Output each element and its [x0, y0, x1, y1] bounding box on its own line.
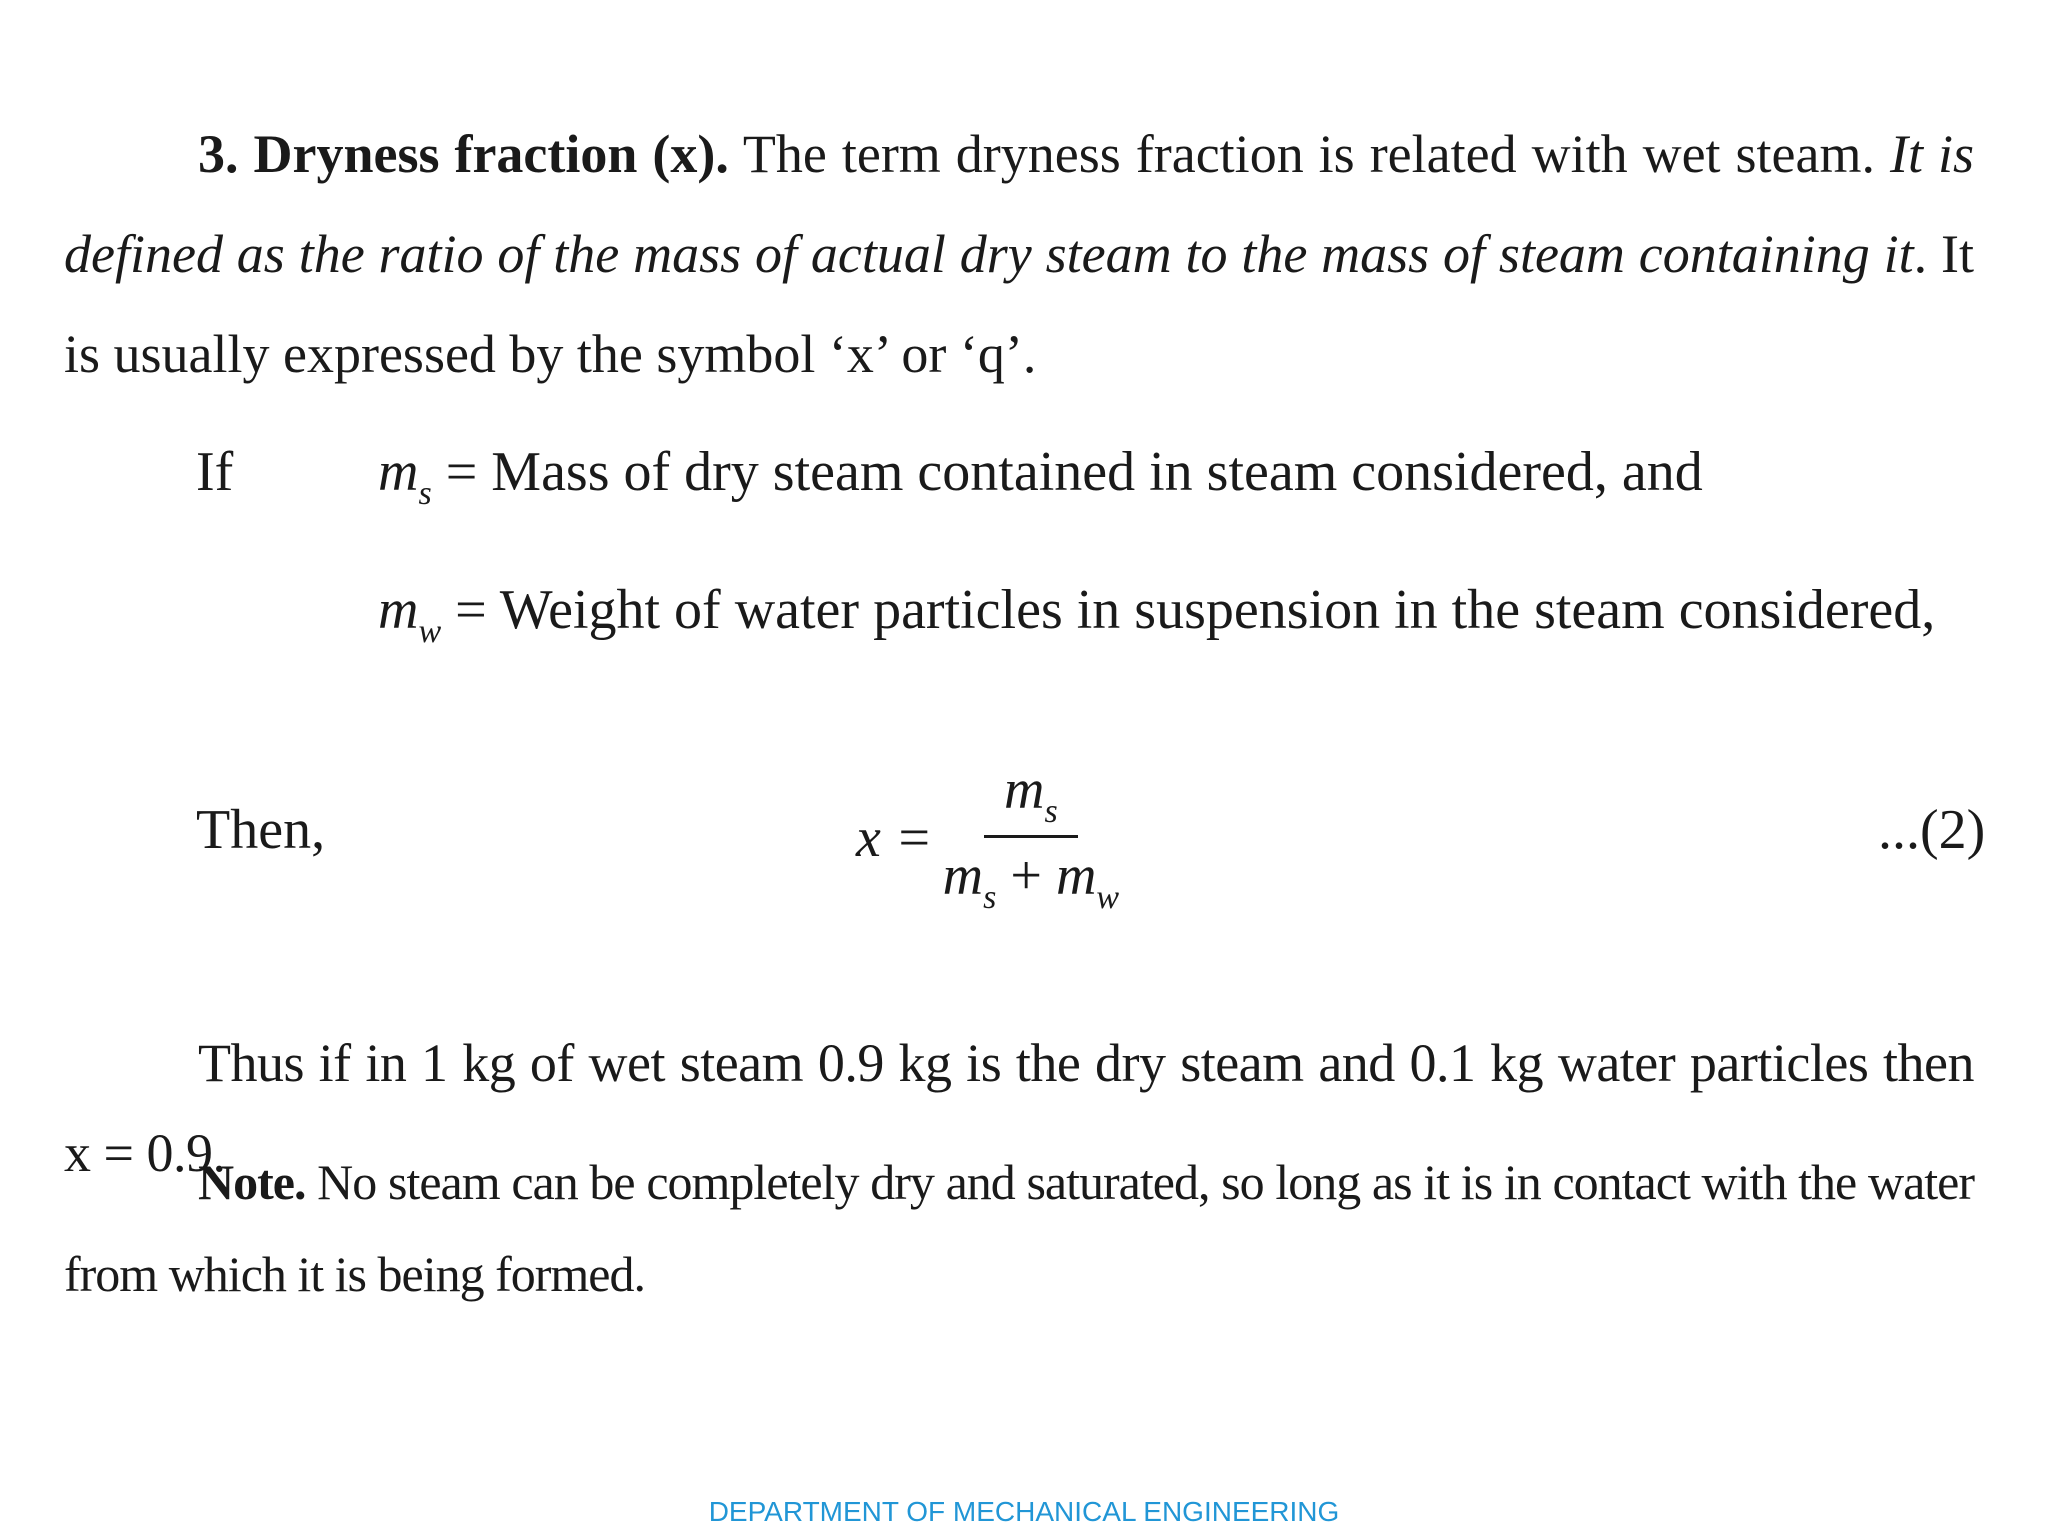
definition-italic-text: It is defined as the ratio of the mass of actual dry steam to the mass of steam containing it: [64, 124, 1974, 284]
note-label: Note.: [198, 1154, 306, 1210]
definition-ms: [378, 440, 1703, 513]
numerator-symbol: m: [1004, 759, 1045, 821]
dryness-fraction-paragraph: [64, 104, 1974, 404]
denominator-symbol-b: m: [1055, 845, 1097, 907]
denominator-plus: +: [996, 845, 1056, 907]
definition-mw-text: = Weight of water particles in suspension in the steam considered,: [441, 579, 1936, 641]
intro-plain-text: The term dryness fraction is related with wet steam.: [728, 124, 1890, 184]
note-text: No steam can be completely dry and saturated, so long as it is in contact with the water from which it is being formed.: [64, 1154, 1974, 1302]
denominator-subscript-b: w: [1096, 879, 1120, 916]
dryness-fraction-formula: [856, 758, 1119, 917]
denominator-subscript-a: s: [983, 879, 997, 916]
definition-mw: [378, 578, 1935, 651]
example-text: Thus if in 1 kg of wet steam 0.9 kg is the dry steam and 0.1 kg water particles then x = 0.9.: [64, 1033, 1974, 1183]
formula-lhs: x =: [856, 806, 933, 869]
symbol-m: m: [378, 441, 419, 503]
definition-ms-text: = Mass of dry steam contained in steam considered, and: [431, 441, 1703, 503]
then-label: Then,: [196, 799, 326, 861]
if-label: If: [196, 441, 234, 503]
intro-end-text: . It is usually expressed by the symbol ‘x’ or ‘q’.: [64, 224, 1974, 384]
formula-denominator: [943, 838, 1119, 917]
subscript-w: w: [418, 613, 442, 650]
section-heading: 3. Dryness fraction (x).: [198, 124, 729, 184]
denominator-symbol-a: m: [942, 845, 984, 907]
formula-fraction: [943, 758, 1119, 917]
symbol-m: m: [378, 579, 419, 641]
formula-numerator: [984, 758, 1078, 838]
numerator-subscript: s: [1044, 793, 1058, 830]
footer-department: DEPARTMENT OF MECHANICAL ENGINEERING: [708, 1496, 1340, 1527]
subscript-s: s: [418, 475, 432, 512]
equation-number: ...(2): [1878, 799, 1986, 861]
note-paragraph: [64, 1136, 1974, 1320]
